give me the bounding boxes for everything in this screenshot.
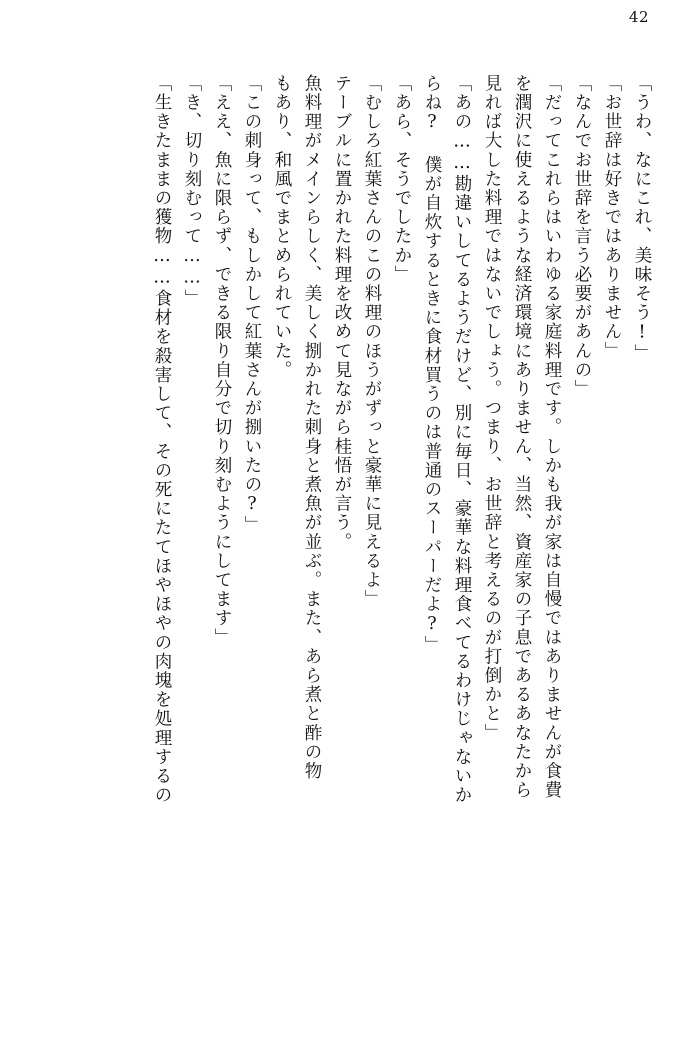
text-line: 魚料理がメインらしく、美しく捌かれた刺身と煮魚が並ぶ。また、あら煮と酢の物 xyxy=(302,74,322,781)
text-line: 「うわ、なにこれ、美味そう!」 xyxy=(632,74,652,363)
text-line: 「お世辞は好きではありません」 xyxy=(602,74,622,361)
text-line: を潤沢に使えるような経済環境にありません、当然、資産家の子息であるあなたから xyxy=(512,74,532,800)
text-line: 「むしろ紅葉さんのこの料理のほうがずっと豪華に見えるよ」 xyxy=(362,74,382,609)
text-line: もあり、和風でまとめられていた。 xyxy=(272,74,292,380)
text-line: テーブルに置かれた料理を改めて見ながら桂悟が言う。 xyxy=(332,74,352,552)
text-line: 「き、切り刻むって……」 xyxy=(182,74,202,309)
text-line: 「この刺身って、もしかして紅葉さんが捌いたの?」 xyxy=(242,74,262,535)
text-line: 「あら、そうでしたか」 xyxy=(392,74,412,285)
text-line: 見れば大した料理ではないでしょう。つまり、お世辞と考えるのが打倒かと」 xyxy=(482,74,502,743)
text-line: 「生きたままの獲物……食材を殺害して、その死にたてほやほやの肉塊を処理するの xyxy=(152,74,172,805)
page-number: 42 xyxy=(628,8,649,26)
text-line: 「ええ、魚に限らず、できる限り自分で切り刻むようにしてます」 xyxy=(212,74,232,647)
novel-text-body xyxy=(26,74,657,1030)
text-line: らね? 僕が自炊するときに食材買うのは普通のスーパーだよ?」 xyxy=(422,74,442,655)
text-line: 「なんでお世辞を言う必要があんの」 xyxy=(572,74,592,399)
text-line: 「あの……勘違いしてるようだけど、別に毎日、豪華な料理食べてるわけじゃないか xyxy=(452,74,472,805)
text-line: 「だってこれらはいわゆる家庭料理です。しかも我が家は自慢ではありませんが食費 xyxy=(542,74,562,800)
